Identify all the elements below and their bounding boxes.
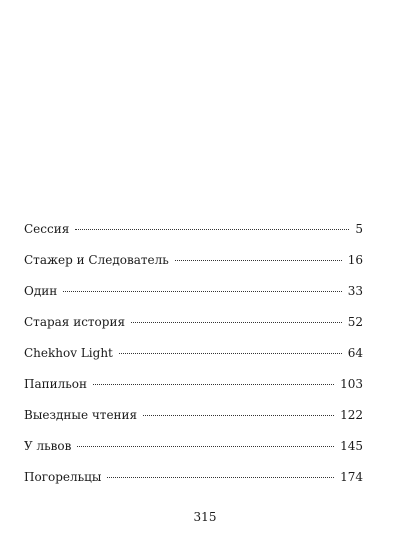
toc-entry	[24, 221, 363, 252]
toc-entry	[24, 469, 363, 500]
toc-dot-leader	[143, 415, 334, 416]
toc-dot-leader	[119, 353, 342, 354]
toc-entry	[24, 407, 363, 438]
toc-entry-page: 174	[340, 470, 363, 484]
toc-dot-leader	[175, 260, 342, 261]
toc-entry	[24, 314, 363, 345]
toc-entry	[24, 345, 363, 376]
toc-entry-title: Старая история	[24, 315, 126, 329]
toc-entry-title: Chekhov Light	[24, 346, 113, 360]
page-number: 315	[193, 510, 217, 524]
toc-entry-page: 52	[347, 315, 363, 329]
toc-entry-title: Один	[24, 284, 58, 298]
toc-entry-page: 145	[340, 439, 363, 453]
toc-entry-page: 64	[347, 346, 363, 360]
toc-entry	[24, 376, 363, 407]
toc-dot-leader	[107, 477, 334, 478]
toc-entry-title: У львов	[24, 439, 72, 453]
toc-entry-page: 33	[347, 284, 363, 298]
toc-entry-title: Выездные чтения	[24, 408, 138, 422]
toc-entry	[24, 438, 363, 469]
table-of-contents	[24, 221, 363, 500]
toc-entry-title: Стажер и Следователь	[24, 253, 169, 267]
toc-dot-leader	[63, 291, 341, 292]
toc-entry-title: Погорельцы	[24, 470, 102, 484]
toc-entry-page: 103	[340, 377, 363, 391]
toc-entry-page: 5	[355, 222, 363, 236]
toc-entry-title: Папильон	[24, 377, 87, 391]
toc-entry	[24, 252, 363, 283]
toc-dot-leader	[75, 229, 349, 230]
toc-entry-page: 122	[340, 408, 363, 422]
toc-dot-leader	[93, 384, 334, 385]
toc-dot-leader	[77, 446, 334, 447]
toc-dot-leader	[131, 322, 342, 323]
toc-entry-page: 16	[347, 253, 363, 267]
toc-entry	[24, 283, 363, 314]
toc-entry-title: Сессия	[24, 222, 70, 236]
